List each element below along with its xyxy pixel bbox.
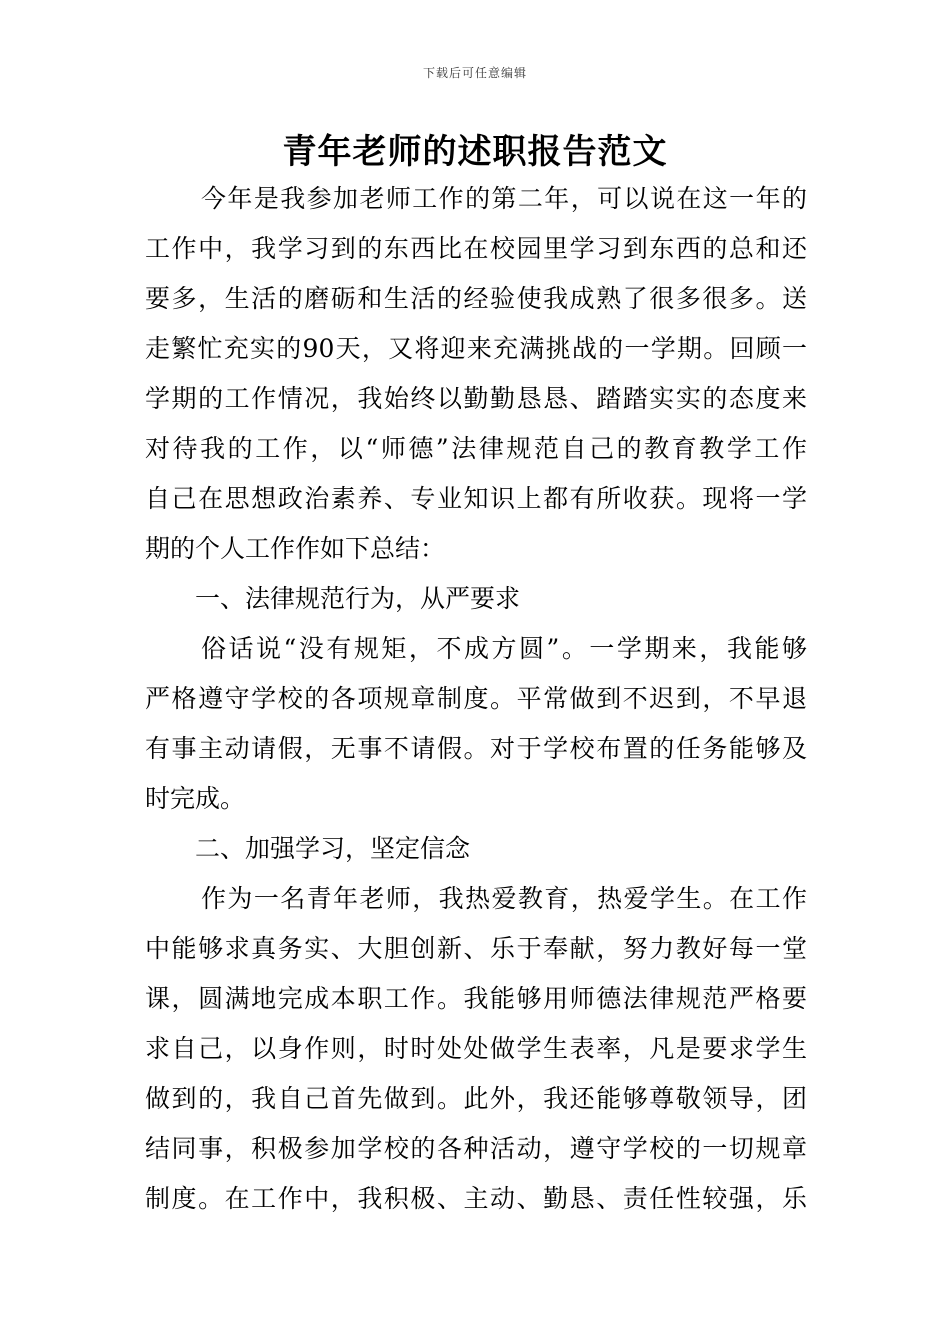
paragraph-line: 对待我的工作，以“师德”法律规范自己的教育教学工作 (145, 434, 807, 463)
paragraph-line: 求自己，以身作则，时时处处做学生表率，凡是要求学生 (145, 1034, 807, 1063)
document-body (145, 174, 807, 1224)
paragraph-line: 今年是我参加老师工作的第二年，可以说在这一年的 (201, 184, 807, 213)
paragraph-line: 有事主动请假，无事不请假。对于学校布置的任务能够及 (145, 734, 807, 763)
paragraph-line: 自己在思想政治素养、专业知识上都有所收获。现将一学 (145, 484, 807, 513)
section-heading: 一、法律规范行为，从严要求 (195, 584, 521, 613)
paragraph-line: 严格遵守学校的各项规章制度。平常做到不迟到，不早退 (145, 684, 807, 713)
paragraph-line: 中能够求真务实、大胆创新、乐于奉献，努力教好每一堂 (145, 934, 807, 963)
paragraph-line: 走繁忙充实的90天，又将迎来充满挑战的一学期。回顾一 (145, 334, 807, 363)
header-note: 下载后可任意编辑 (422, 66, 527, 80)
paragraph-line: 工作中，我学习到的东西比在校园里学习到东西的总和还 (145, 234, 807, 263)
paragraph-line: 作为一名青年老师，我热爱教育，热爱学生。在工作 (201, 884, 807, 913)
paragraph-line: 学期的工作情况，我始终以勤勤恳恳、踏踏实实的态度来 (145, 384, 807, 413)
paragraph-line: 要多，生活的磨砺和生活的经验使我成熟了很多很多。送 (145, 284, 807, 313)
paragraph-line: 时完成。 (145, 784, 246, 813)
paragraph-line: 期的个人工作作如下总结： (145, 534, 446, 563)
section-heading: 二、加强学习，坚定信念 (195, 834, 471, 863)
paragraph-line: 结同事，积极参加学校的各种活动，遵守学校的一切规章 (145, 1134, 807, 1163)
document-title: 青年老师的述职报告范文 (282, 132, 668, 172)
paragraph-line: 俗话说“没有规矩，不成方圆”。一学期来，我能够 (201, 634, 807, 663)
paragraph-line: 制度。在工作中，我积极、主动、勤恳、责任性较强，乐 (145, 1184, 807, 1213)
paragraph-line: 做到的，我自己首先做到。此外，我还能够尊敬领导，团 (145, 1084, 807, 1113)
paragraph-line: 课，圆满地完成本职工作。我能够用师德法律规范严格要 (145, 984, 807, 1013)
